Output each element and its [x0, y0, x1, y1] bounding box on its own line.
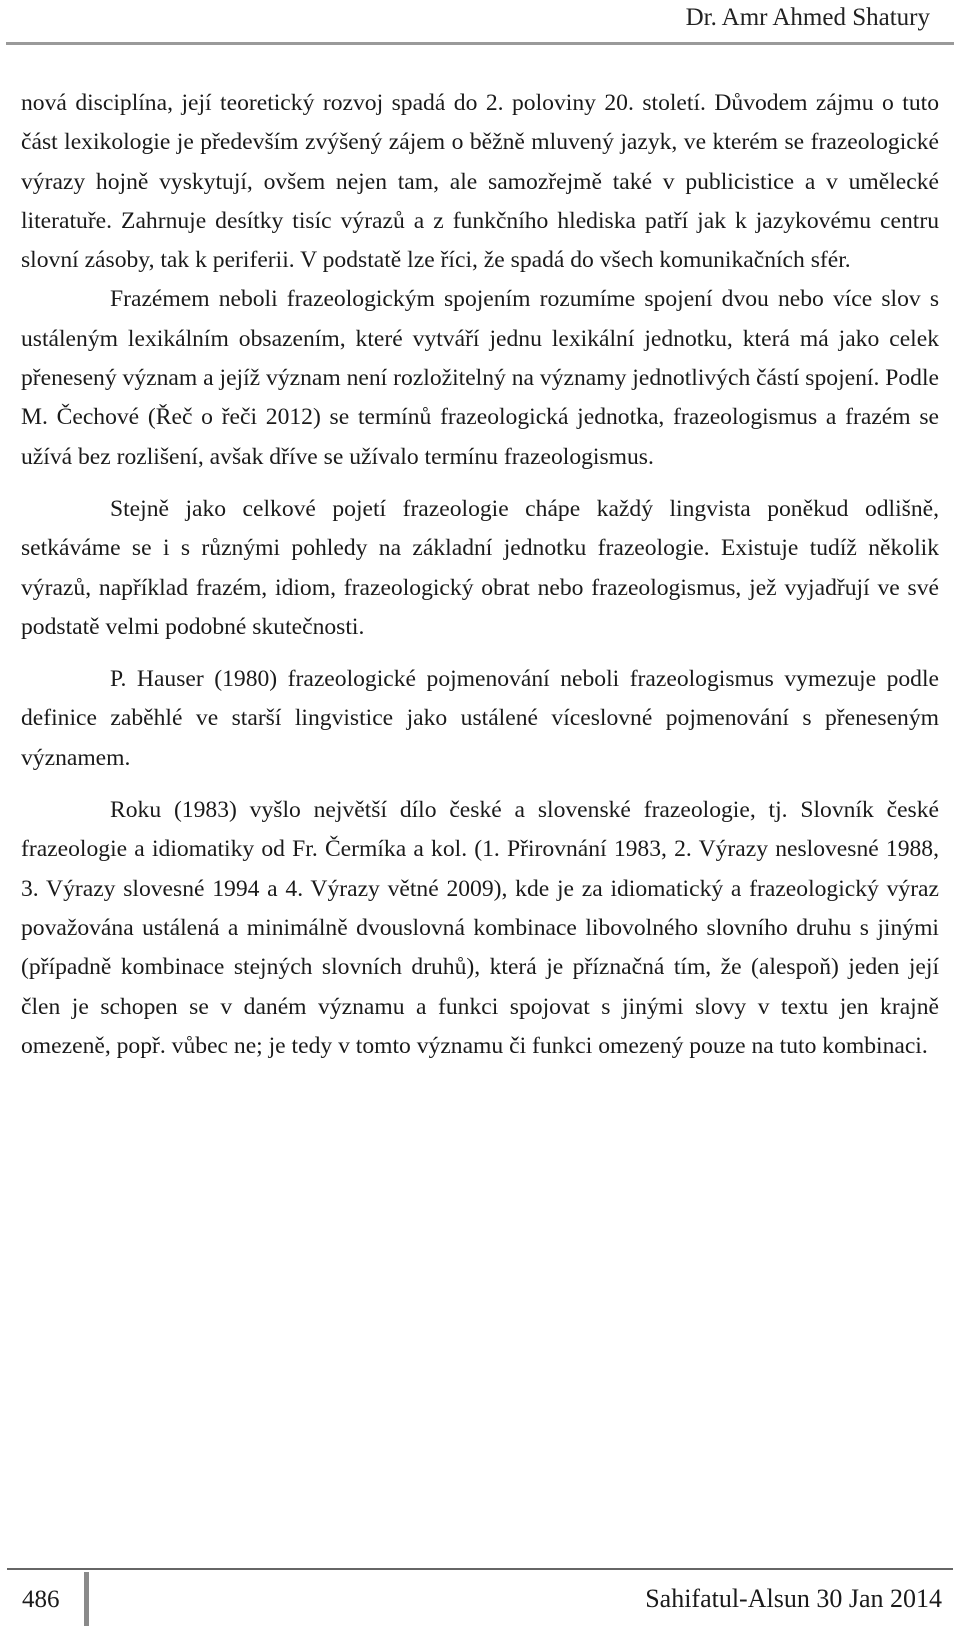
paragraph-continuation: nová disciplína, její teoretický rozvoj spadá do 2. poloviny 20. století. Důvodem zájmu o tuto část lexikologie je především zvýšený zájem o běžně mluvený jazyk, ve kterém se frazeologické výrazy hojně vyskytují, ovšem nejen tam, ale samozřejmě také v publicistice a v umělecké literatuře. Zahrnuje desítky tisíc výrazů a z funkčního hlediska patří jak k jazykovému centru slovní zásoby, tak k periferii. V podstatě lze říci, že spadá do všech komunikačních sfér.: [21, 90, 939, 274]
journal-name: Sahifatul-Alsun 30 Jan 2014: [645, 1584, 942, 1613]
paragraph-terminology: Stejně jako celkové pojetí frazeologie chápe každý lingvista poněkud odlišně, setkáváme se i s různými pohledy na základní jednotku frazeologie. Existuje tudíž několik výrazů, například frazém, idiom, frazeologický obrat nebo frazeologismus, jež vyjadřují ve své podstatě velmi podobné skutečnosti.: [21, 495, 939, 640]
page-number-bar: [84, 1572, 89, 1626]
page-footer: [0, 1550, 960, 1636]
paragraph-hauser: P. Hauser (1980) frazeologické pojmenování neboli frazeologismus vymezuje podle definice zaběhlé ve starší lingvistice jako ustálené víceslovné pojmenování s přeneseným významem.: [21, 666, 939, 771]
article-body: [21, 84, 939, 1066]
page-header: [0, 0, 960, 46]
paragraph-frazem-definition: Frazémem neboli frazeologickým spojením rozumíme spojení dvou nebo více slov s ustáleným lexikálním obsazením, které vytváří jednu lexikální jednotku, která má jako celek přenesený význam a jejíž význam není rozložitelný na významy jednotlivých částí spojení. Podle M. Čechové (Řeč o řeči 2012) se termínů frazeologická jednotka, frazeologismus a frazém se užívá bez rozlišení, avšak dříve se užívalo termínu frazeologismus.: [21, 286, 939, 470]
page-number: 486: [22, 1586, 60, 1613]
paragraph-dictionary: Roku (1983) vyšlo největší dílo české a slovenské frazeologie, tj. Slovník české frazeologie a idiomatiky od Fr. Čermíka a kol. (1. Přirovnání 1983, 2. Výrazy neslovesné 1988, 3. Výrazy slovesné 1994 a 4. Výrazy větné 2009), kde je za idiomatický a frazeologický výraz považována ustálená a minimálně dvouslovná kombinace libovolného slovního druhu s jinými (případně kombinace stejných slovních druhů), která je příznačná tím, že (alespoň) jeden její člen je schopen se v daném významu a funkci spojovat s jinými slovy v textu jen krajně omezeně, popř. vůbec ne; je tedy v tomto významu či funkci omezený pouze na tuto kombinaci.: [21, 797, 939, 1059]
running-head-author: Dr. Amr Ahmed Shatury: [685, 4, 930, 31]
footer-divider: [7, 1568, 953, 1570]
header-divider: [6, 42, 954, 45]
